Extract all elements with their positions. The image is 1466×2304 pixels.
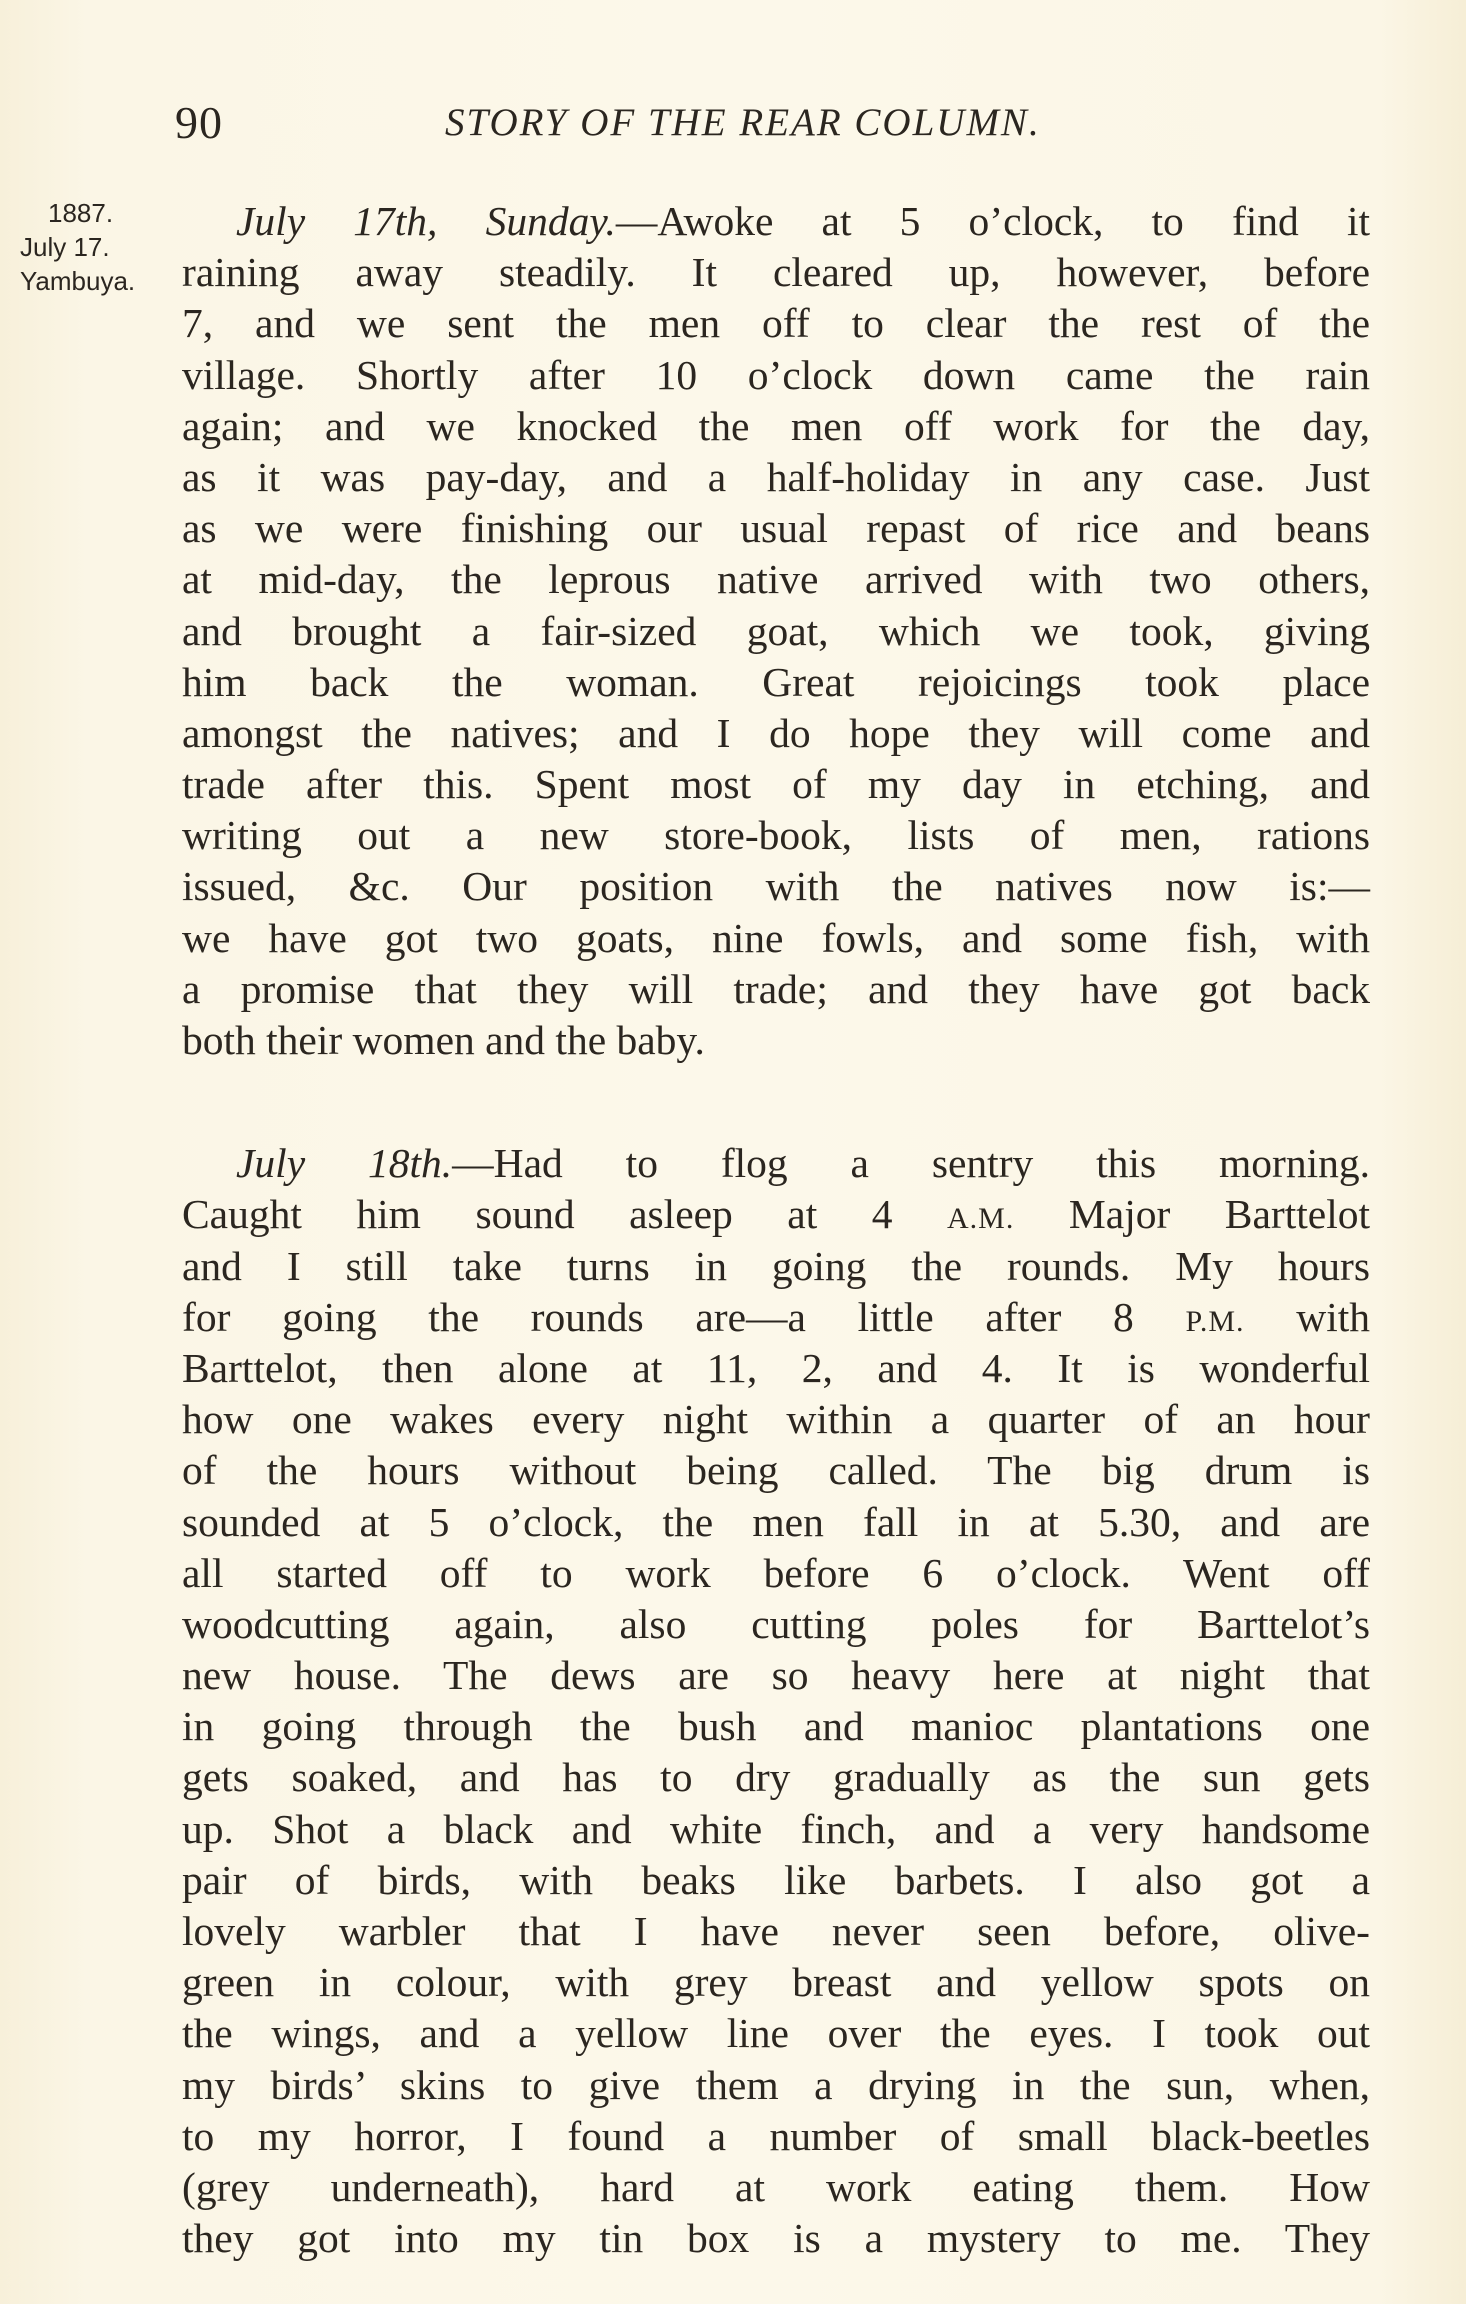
text-line: (grey underneath), hard at work eating them. How — [182, 2163, 1370, 2210]
text-line: how one wakes every night within a quarter of an hour — [182, 1396, 1370, 1443]
text-line: writing out a new store-book, lists of men, rations — [182, 812, 1370, 859]
diary-entry-july-18 — [182, 1138, 1370, 2264]
text-line: my birds’ skins to give them a drying in the sun, when, — [182, 2061, 1370, 2108]
text-line: lovely warbler that I have never seen before, olive- — [182, 1908, 1370, 1954]
text-line: green in colour, with grey breast and yellow spots on — [182, 1959, 1370, 2006]
text-line: at mid-day, the leprous native arrived with two others, — [182, 556, 1370, 603]
text-line: as it was pay-day, and a half-holiday in any case. Just — [182, 453, 1370, 500]
text-line: 7, and we sent the men off to clear the rest of the — [182, 300, 1370, 347]
time-abbrev-am: A.M. — [947, 1202, 1015, 1236]
text-line: July 18th.—Had to flog a sentry this morning. — [236, 1140, 1370, 1187]
text-line: pair of birds, with beaks like barbets. I also got a — [182, 1856, 1370, 1903]
page-header — [175, 96, 1105, 156]
text-line: Barttelot, then alone at 11, 2, and 4. It is wonderful — [182, 1344, 1370, 1391]
text-line: new house. The dews are so heavy here at night that — [182, 1652, 1370, 1699]
text-line: raining away steadily. It cleared up, however, before — [182, 249, 1370, 296]
text-line: the wings, and a yellow line over the eyes. I took out — [182, 2010, 1370, 2057]
text-line: as we were finishing our usual repast of rice and beans — [182, 505, 1370, 552]
entry-date-label: July 18th. — [236, 1140, 453, 1187]
text-line: a promise that they will trade; and they have got back — [182, 965, 1370, 1012]
text-line: and I still take turns in going the rounds. My hours — [182, 1242, 1370, 1289]
running-title: STORY OF THE REAR COLUMN. — [445, 101, 1041, 144]
text-line: in going through the bush and manioc plantations one — [182, 1703, 1370, 1750]
text-line: both their women and the baby. — [182, 1017, 705, 1063]
diary-entry-july-17 — [182, 196, 1370, 1066]
text-line: they got into my tin box is a mystery to me. They — [182, 2215, 1370, 2262]
text-line: up. Shot a black and white finch, and a very handsome — [182, 1805, 1370, 1852]
page-number: 90 — [175, 97, 223, 148]
text-line: trade after this. Spent most of my day in etching, and — [182, 761, 1370, 808]
text-line: him back the woman. Great rejoicings took place — [182, 658, 1370, 705]
text-line: again; and we knocked the men off work for the day, — [182, 402, 1370, 449]
entry-date-label: July 17th, Sunday. — [236, 198, 616, 244]
paragraph-gap — [182, 1066, 1370, 1138]
text-line: of the hours without being called. The big drum is — [182, 1447, 1370, 1494]
margin-year: 1887. — [48, 198, 114, 228]
margin-date: July 17. — [20, 232, 110, 262]
text-line: July 17th, Sunday.—Awoke at 5 o’clock, to find it — [236, 198, 1370, 244]
text-line: we have got two goats, nine fowls, and some fish, with — [182, 914, 1370, 961]
text-line: woodcutting again, also cutting poles for Barttelot’s — [182, 1600, 1370, 1647]
margin-note — [20, 196, 180, 298]
text-line: all started off to work before 6 o’clock. Went off — [182, 1549, 1370, 1596]
text-line: for going the rounds are—a little after 8 P.M. with — [182, 1293, 1371, 1340]
text-line: sounded at 5 o’clock, the men fall in at 5.30, and are — [182, 1498, 1370, 1545]
text-line: amongst the natives; and I do hope they will come and — [182, 709, 1370, 756]
margin-place: Yambuya. — [20, 266, 136, 296]
text-line: issued, &c. Our position with the natives now is:— — [182, 863, 1370, 910]
text-line: Caught him sound asleep at 4 A.M. Major Barttelot — [182, 1191, 1371, 1238]
text-line: to my horror, I found a number of small black-beetles — [182, 2112, 1370, 2159]
text-line: village. Shortly after 10 o’clock down came the rain — [182, 351, 1370, 398]
body-text — [182, 196, 1370, 2264]
text-line: and brought a fair-sized goat, which we took, giving — [182, 607, 1370, 654]
time-abbrev-pm: P.M. — [1185, 1304, 1245, 1338]
text-line: gets soaked, and has to dry gradually as the sun gets — [182, 1754, 1370, 1801]
